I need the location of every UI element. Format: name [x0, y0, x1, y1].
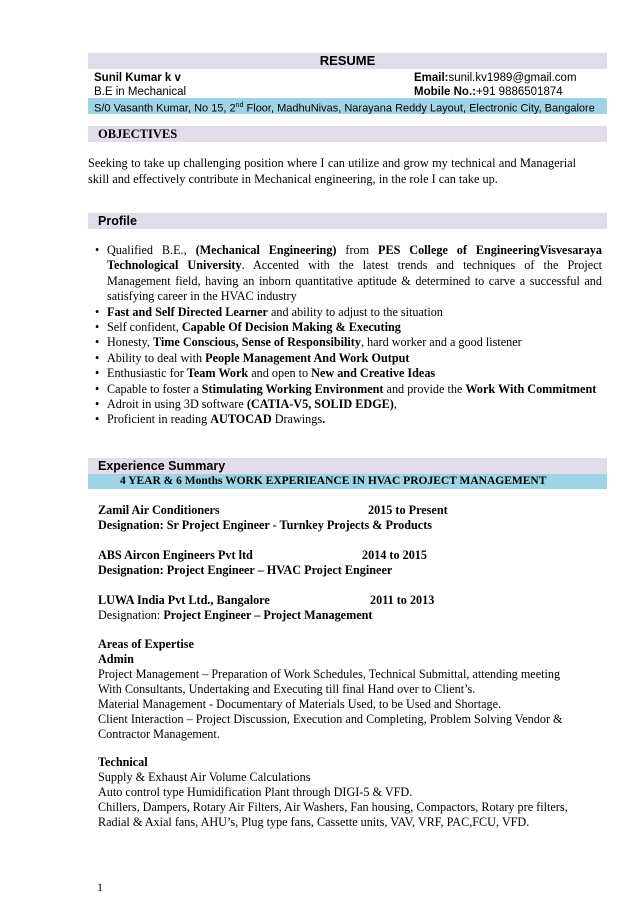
profile-item [107, 412, 602, 427]
job-company: LUWA India Pvt Ltd., Bangalore [98, 593, 270, 607]
profile-item-text: People Management And Work Output [205, 350, 410, 365]
profile-item-text: Qualified B.E., [107, 243, 196, 257]
experience-heading: Experience Summary [88, 458, 607, 474]
profile-item [107, 320, 602, 335]
job-company: ABS Aircon Engineers Pvt ltd [98, 548, 253, 562]
expertise-heading: Areas of Expertise [98, 637, 194, 651]
profile-item-text: New and Creative Ideas [311, 366, 436, 381]
page-number: 1 [97, 880, 103, 894]
technical-line: Radial & Axial fans, AHU’s, Plug type fans, Cassette units, VAV, VRF, PAC,FCU, VFD. [98, 815, 530, 829]
technical-line: Chillers, Dampers, Rotary Air Filters, Air Washers, Fan housing, Compactors, Rotary pre filters, [98, 800, 568, 814]
objectives-text: Seeking to take up challenging position where I can utilize and grow my technical and Managerial skill and effectively contribute in Mechanical engineering, in the role I can take up. [88, 156, 576, 186]
objectives-heading: OBJECTIVES [88, 126, 607, 142]
profile-item-text: Enthusiastic for [107, 366, 187, 381]
profile-item-text: , hard worker and a good listener [360, 335, 522, 350]
profile-item-text: Stimulating Working Environment [201, 381, 384, 396]
profile-item-text: Time Conscious, Sense of Responsibility [152, 335, 361, 350]
admin-heading: Admin [98, 652, 134, 666]
profile-item-text: and open to [248, 366, 312, 381]
profile-item-text: Fast and Self Directed Learner [107, 304, 268, 319]
profile-item-text: AUTOCAD [210, 412, 272, 427]
admin-line: Client Interaction – Project Discussion, Execution and Completing, Problem Solving Vendor & [98, 712, 563, 726]
profile-item-text: Proficient in reading [107, 412, 211, 427]
profile-item-text: Honesty, [107, 335, 153, 350]
job-designation [98, 608, 373, 623]
job-designation: Designation: Sr Project Engineer - Turnkey Projects & Products [98, 518, 433, 532]
technical-line: Supply & Exhaust Air Volume Calculations [98, 770, 311, 784]
profile-item-text: (CATIA-V5, SOLID EDGE) [246, 397, 394, 412]
designation-label: Designation: [98, 608, 161, 622]
technical-heading: Technical [98, 755, 148, 769]
job-period: 2015 to Present [368, 503, 448, 517]
profile-item [107, 335, 602, 350]
profile-item-text: Capable Of Decision Making & Executing [181, 320, 401, 335]
profile-item [107, 382, 602, 397]
candidate-name: Sunil Kumar k v [94, 72, 181, 84]
address-text: S/0 Vasanth Kumar, No 15, 2 [94, 102, 236, 114]
profile-item-text: Work With Commitment [465, 381, 597, 396]
profile-item [107, 351, 602, 366]
email-block [414, 71, 577, 85]
experience-banner: 4 YEAR & 6 Months WORK EXPERIEANCE IN HVAC PROJECT MANAGEMENT [88, 474, 607, 489]
profile-item-text: Self confident, [107, 320, 182, 335]
profile-item-text: and provide the [383, 381, 466, 396]
profile-item-text: Ability to deal with [107, 350, 206, 365]
address-text-rest: Floor, MadhuNivas, Narayana Reddy Layout, Electronic City, Bangalore [243, 102, 595, 114]
profile-item [107, 243, 602, 305]
mobile-value: +91 9886501874 [475, 86, 563, 98]
profile-item [107, 397, 602, 412]
profile-item-text: . [322, 412, 326, 427]
profile-item [107, 366, 602, 381]
profile-item-text: PES College of EngineeringVisvesaraya Technological University [107, 243, 602, 273]
profile-item-text: , [393, 397, 397, 412]
job-period: 2014 to 2015 [362, 548, 427, 562]
address-bar [88, 98, 607, 114]
job-period: 2011 to 2013 [370, 593, 435, 607]
profile-item-text: and ability to adjust to the situation [267, 304, 443, 319]
profile-item-text: from [336, 243, 379, 257]
job-company: Zamil Air Conditioners [98, 503, 220, 517]
address-superscript: nd [235, 102, 244, 109]
profile-item [107, 305, 602, 320]
job-designation: Designation: Project Engineer – HVAC Project Engineer [98, 563, 393, 577]
email-value[interactable]: sunil.kv1989@gmail.com [448, 72, 577, 84]
profile-item-text: Adroit in using 3D software [107, 397, 247, 412]
designation-value: Project Engineer – Project Management [163, 608, 373, 622]
admin-line: Project Management – Preparation of Work Schedules, Technical Submittal, attending meeting [98, 667, 561, 681]
profile-item-text: . Accented with the latest trends and techniques of the Project Management field, having an inborn quantitative aptitude & determined to carve a successful and satisfying career in the HVAC industry [107, 258, 602, 304]
profile-heading: Profile [88, 213, 607, 229]
mobile-block [414, 85, 563, 99]
mobile-label: Mobile No.: [414, 86, 476, 98]
contact-row-2 [94, 85, 604, 99]
email-label: Email: [414, 72, 449, 84]
technical-line: Auto control type Humidification Plant through DIGI-5 & VFD. [98, 785, 413, 799]
contact-row-1 [94, 71, 604, 85]
resume-title: RESUME [88, 53, 607, 69]
degree: B.E in Mechanical [94, 86, 187, 98]
profile-item-text: (Mechanical Engineering) [195, 243, 337, 257]
admin-line: Contractor Management. [98, 727, 220, 741]
admin-line: With Consultants, Undertaking and Executing till final Hand over to Client’s. [98, 682, 476, 696]
profile-item-text: Drawings [271, 412, 323, 427]
profile-item-text: Team Work [186, 366, 249, 381]
profile-list [88, 243, 602, 428]
admin-line: Material Management - Documentary of Materials Used, to be Used and Shortage. [98, 697, 502, 711]
profile-item-text: Capable to foster a [107, 381, 202, 396]
